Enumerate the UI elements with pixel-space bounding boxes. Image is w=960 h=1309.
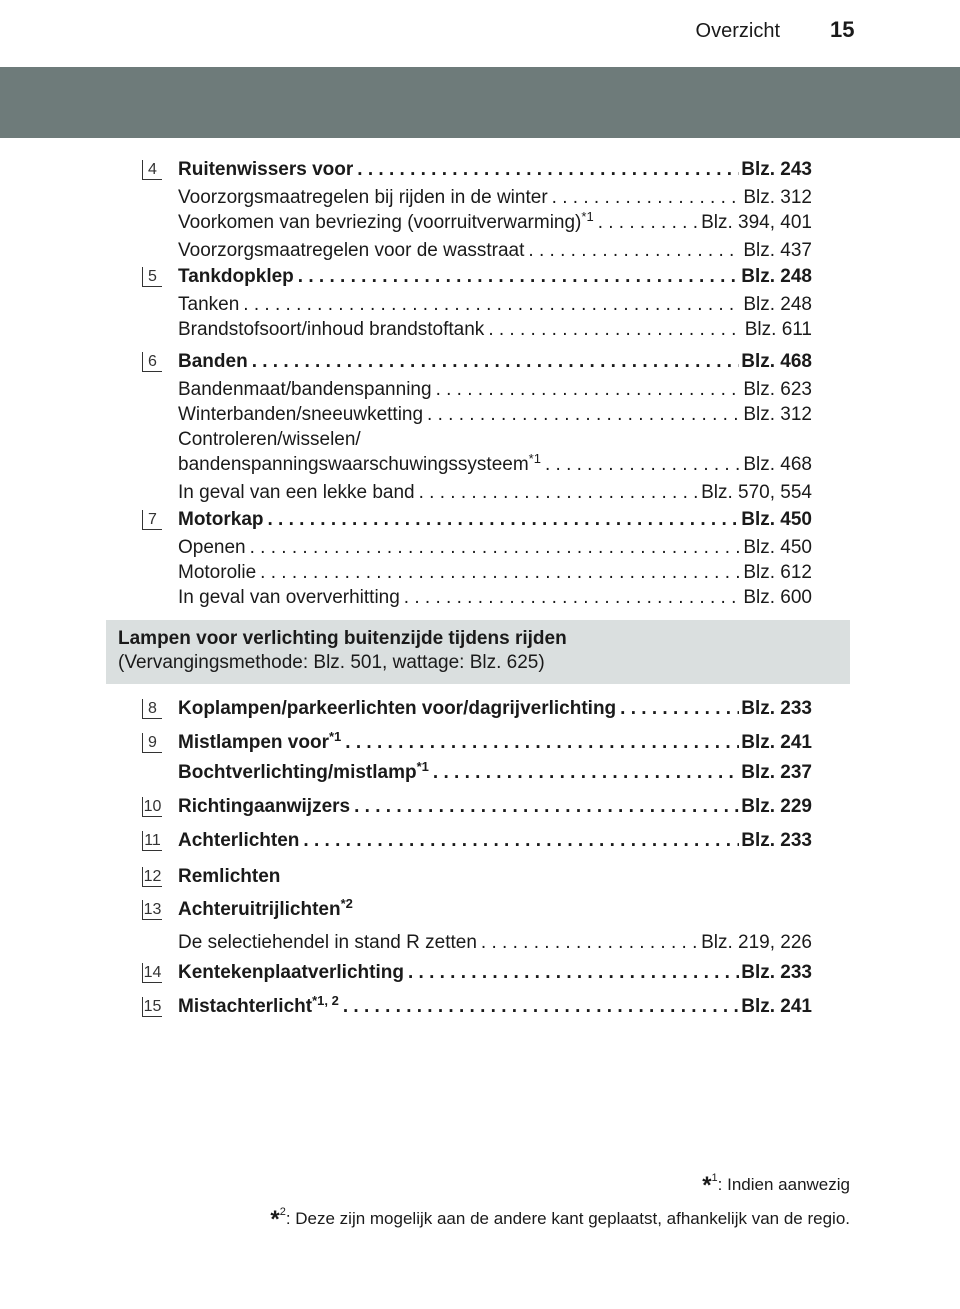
dot-leader [432, 378, 742, 402]
dot-leader [248, 350, 740, 374]
entry-label [178, 508, 264, 532]
page-reference: Blz. 241 [741, 996, 812, 1017]
entry-label-text: Bandenmaat/bandenspanning [178, 379, 432, 400]
dot-leader [299, 829, 739, 853]
entry-label [178, 865, 280, 889]
page-reference: Blz. 229 [741, 796, 812, 817]
dot-leader [423, 403, 741, 427]
page-reference: Blz. 623 [743, 379, 812, 400]
page-reference: Blz. 237 [741, 762, 812, 783]
page-reference: Blz. 243 [741, 159, 812, 180]
footnote-number: 1 [711, 1172, 718, 1184]
page-reference: Blz. 233 [741, 962, 812, 983]
entry-label [178, 898, 353, 922]
index-sub-line[interactable] [178, 481, 812, 505]
page-reference: Blz. 570, 554 [701, 482, 812, 503]
entry-label-text: Winterbanden/sneeuwketting [178, 404, 424, 425]
entry-label [178, 795, 350, 819]
item-number-marker: 11 [142, 831, 162, 851]
entry-label-text: In geval van oververhitting [178, 587, 400, 608]
dot-leader [294, 265, 739, 289]
index-heading-line[interactable] [178, 961, 812, 985]
entry-label-text: Ruitenwissers voor [178, 159, 354, 180]
index-sub-line[interactable] [178, 586, 812, 610]
item-number-marker: 13 [143, 901, 162, 918]
entry-label-text: Motorkap [178, 509, 264, 530]
footnote-number: 2 [279, 1206, 286, 1218]
page-reference: Blz. 233 [741, 698, 812, 719]
footnote-text: : Indien aanwezig [717, 1175, 850, 1194]
index-sub-line[interactable] [178, 403, 812, 427]
index-heading-line[interactable] [178, 761, 812, 785]
entry-label [178, 403, 423, 427]
page-reference: Blz. 450 [741, 509, 812, 530]
footnote-reference: *1 [416, 761, 429, 774]
footnote-reference: *1 [581, 211, 594, 224]
footnote-reference: *1 [328, 731, 342, 744]
index-heading-line[interactable] [178, 158, 812, 182]
entry-label [178, 995, 339, 1019]
entry-label-text: Richtingaanwijzers [178, 796, 351, 817]
index-sub-line[interactable] [178, 453, 812, 477]
entry-label-text: De selectiehendel in stand R zetten [178, 932, 477, 953]
page-reference: Blz. 248 [741, 266, 812, 287]
entry-label-text: Achteruitrijlichten [178, 899, 341, 920]
item-number-marker: 10 [143, 798, 162, 815]
entry-label [178, 961, 404, 985]
index-sub-line[interactable] [178, 536, 812, 560]
entry-label-text: Achterlichten [178, 830, 300, 851]
index-heading-line[interactable] [178, 829, 812, 853]
dot-leader [404, 961, 739, 985]
entry-label [178, 481, 415, 505]
entry-label-text: Remlichten [178, 866, 281, 887]
entry-label [178, 239, 524, 263]
index-sub-line[interactable] [178, 239, 812, 263]
entry-label [178, 453, 541, 477]
page-reference: Blz. 600 [743, 587, 812, 608]
item-number-marker: 15 [143, 998, 162, 1015]
index-sub-line[interactable] [178, 318, 812, 342]
dot-leader [339, 995, 739, 1019]
dot-leader [524, 239, 741, 263]
entry-label [178, 697, 616, 721]
page-reference: Blz. 248 [743, 294, 812, 315]
footnote-reference: *1 [528, 453, 541, 466]
dot-leader [246, 536, 742, 560]
entry-label-text: Tanken [178, 294, 240, 315]
dot-leader [256, 561, 741, 585]
entry-label [178, 829, 299, 853]
page-reference: Blz. 468 [743, 454, 812, 475]
footnote-star: * [270, 1206, 280, 1233]
dot-leader [477, 931, 699, 955]
page-reference: Blz. 312 [743, 404, 812, 425]
footnote-star: * [702, 1172, 712, 1199]
entry-label-text: Banden [178, 351, 248, 372]
entry-label-text: bandenspanningswaarschuwingssysteem [178, 454, 529, 475]
entry-label-text: Koplampen/parkeerlichten voor/dagrijverlichting [178, 698, 617, 719]
item-number-marker: 4 [142, 160, 162, 180]
section-lampen [106, 620, 850, 684]
entry-label-text: Bochtverlichting/mistlamp [178, 762, 417, 783]
section-title: Lampen voor verlichting buitenzijde tijdens rijden [118, 628, 567, 649]
entry-label-text: Mistachterlicht [178, 996, 313, 1017]
dot-leader [264, 508, 740, 532]
dot-leader [415, 481, 699, 505]
dot-leader [541, 453, 741, 477]
entry-label [178, 428, 361, 452]
index-heading-line[interactable] [178, 508, 812, 532]
page-reference: Blz. 233 [741, 830, 812, 851]
entry-label-text: Voorzorgsmaatregelen voor de wasstraat [178, 240, 525, 261]
page-header-title: Overzicht [695, 20, 780, 42]
entry-label-text: In geval van een lekke band [178, 482, 415, 503]
footnote-2 [270, 1206, 850, 1234]
index-heading-line[interactable] [178, 995, 812, 1019]
index-sub-line[interactable] [178, 211, 812, 235]
entry-label [178, 293, 239, 317]
item-number-marker: 14 [143, 964, 162, 981]
page-reference: Blz. 450 [743, 537, 812, 558]
item-number-marker: 6 [142, 352, 162, 372]
page-number: 15 [830, 17, 855, 42]
footnote-1 [702, 1172, 850, 1200]
item-number-marker: 8 [142, 699, 162, 719]
dot-leader [400, 586, 742, 610]
page-reference: Blz. 312 [743, 187, 812, 208]
entry-label-text: Kentekenplaatverlichting [178, 962, 404, 983]
page-reference: Blz. 241 [741, 732, 812, 753]
index-sub-line[interactable] [178, 378, 812, 402]
entry-label [178, 378, 432, 402]
entry-label [178, 536, 246, 560]
dot-leader [484, 318, 742, 342]
index-sub-line[interactable] [178, 293, 812, 317]
page-reference: Blz. 611 [744, 319, 812, 340]
entry-label-text: Mistlampen voor [178, 732, 329, 753]
entry-label-text: Motorolie [178, 562, 257, 583]
entry-label [178, 761, 429, 785]
entry-label-text: Tankdopklep [178, 266, 294, 287]
dot-leader [350, 795, 739, 819]
entry-label [178, 586, 400, 610]
item-number-marker: 5 [142, 267, 162, 287]
item-number-marker: 12 [143, 868, 162, 885]
index-heading-line[interactable] [178, 865, 812, 889]
entry-label [178, 318, 484, 342]
dot-leader [616, 697, 739, 721]
dot-leader [341, 731, 739, 755]
entry-label [178, 265, 294, 289]
item-number-marker: 7 [142, 510, 162, 530]
entry-label-text: Voorkomen van bevriezing (voorruitverwarming) [178, 212, 582, 233]
entry-label-text: Voorzorgsmaatregelen bij rijden in de winter [178, 187, 548, 208]
entry-label [178, 158, 353, 182]
index-heading-line[interactable] [178, 697, 812, 721]
entry-label [178, 211, 594, 235]
page-reference: Blz. 219, 226 [701, 932, 812, 953]
entry-label [178, 561, 256, 585]
entry-label-text: Brandstofsoort/inhoud brandstoftank [178, 319, 485, 340]
section-subtitle: (Vervangingsmethode: Blz. 501, wattage: Blz. 625) [118, 652, 545, 673]
dot-leader [239, 293, 741, 317]
footnote-reference: *1, 2 [312, 995, 339, 1008]
index-sub-line[interactable] [178, 428, 812, 452]
dot-leader [429, 761, 739, 785]
footnote-text: : Deze zijn mogelijk aan de andere kant geplaatst, afhankelijk van de regio. [285, 1209, 850, 1228]
index-heading-line[interactable] [178, 265, 812, 289]
entry-label [178, 350, 248, 374]
header-banner [0, 67, 960, 138]
page-reference: Blz. 468 [741, 351, 812, 372]
index-sub-line[interactable] [178, 561, 812, 585]
page-reference: Blz. 437 [743, 240, 812, 261]
entry-label [178, 731, 341, 755]
item-number-marker: 9 [142, 733, 162, 753]
index-heading-line[interactable] [178, 350, 812, 374]
entry-label [178, 186, 548, 210]
dot-leader [594, 211, 699, 235]
dot-leader [353, 158, 739, 182]
index-heading-line[interactable] [178, 731, 812, 755]
index-heading-line[interactable] [178, 795, 812, 819]
dot-leader [548, 186, 742, 210]
index-heading-line[interactable] [178, 898, 812, 922]
page-reference: Blz. 612 [743, 562, 812, 583]
entry-label-text: Controleren/wisselen/ [178, 429, 361, 450]
entry-label-text: Openen [178, 537, 246, 558]
entry-label [178, 931, 477, 955]
index-sub-line[interactable] [178, 186, 812, 210]
page-reference: Blz. 394, 401 [701, 212, 812, 233]
footnote-reference: *2 [340, 898, 353, 911]
index-sub-line[interactable] [178, 931, 812, 955]
